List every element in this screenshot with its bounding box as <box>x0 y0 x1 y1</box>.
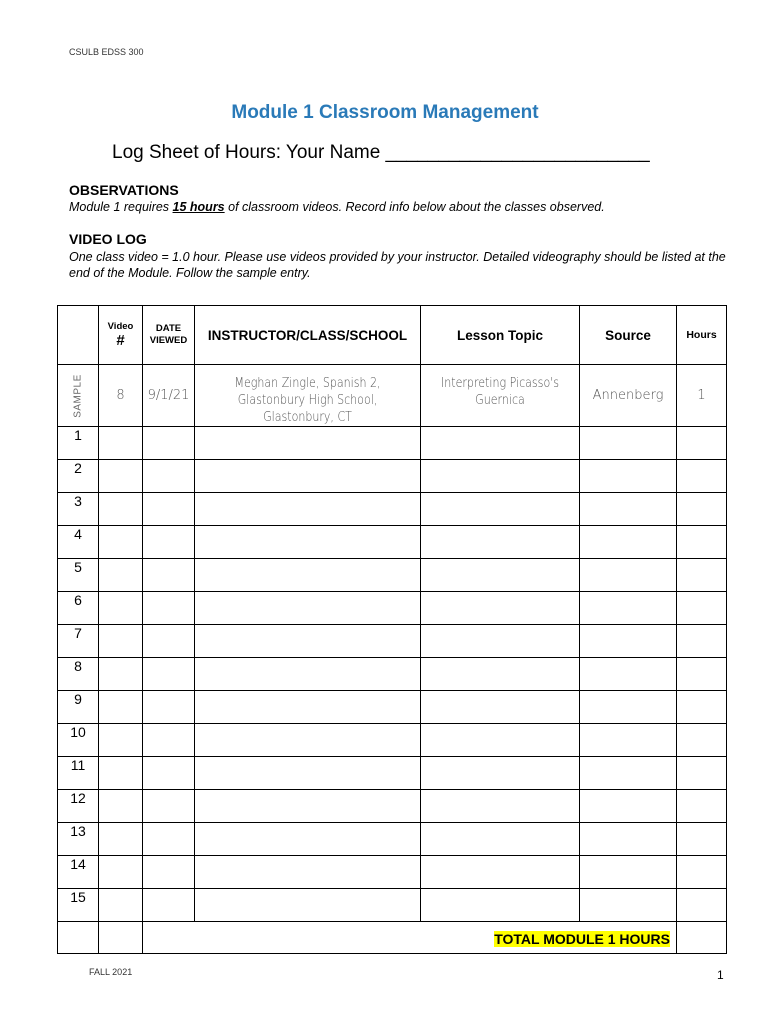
header-source: Source <box>580 306 677 365</box>
sample-label: SAMPLE <box>72 373 84 418</box>
entry-hours-cell[interactable] <box>677 823 727 856</box>
entry-video-cell[interactable] <box>99 691 143 724</box>
entry-source-cell[interactable] <box>580 823 677 856</box>
entry-date-cell[interactable] <box>143 625 195 658</box>
sample-instructor-value: Meghan Zingle, Spanish 2, Glastonbury High School, Glastonbury, CT <box>234 376 381 425</box>
entry-topic-cell[interactable] <box>421 691 580 724</box>
entry-source-cell[interactable] <box>580 559 677 592</box>
entry-instructor-cell[interactable] <box>195 658 421 691</box>
entry-date-cell[interactable] <box>143 559 195 592</box>
total-row <box>58 922 727 954</box>
table-header-row <box>58 306 727 365</box>
entry-topic-cell[interactable] <box>421 724 580 757</box>
table-row <box>58 757 727 790</box>
row-number: 8 <box>71 658 85 674</box>
table-row <box>58 856 727 889</box>
page-number: 1 <box>717 968 724 982</box>
row-number: 6 <box>71 592 85 608</box>
entry-instructor-cell[interactable] <box>195 724 421 757</box>
row-number: 7 <box>71 625 85 641</box>
entry-source-cell[interactable] <box>580 493 677 526</box>
row-number-cell <box>58 724 99 757</box>
table-row <box>58 790 727 823</box>
sample-instructor <box>195 365 421 427</box>
course-code: CSULB EDSS 300 <box>69 47 144 57</box>
total-blank-cell <box>58 922 99 954</box>
entry-hours-cell[interactable] <box>677 493 727 526</box>
entry-date-cell[interactable] <box>143 757 195 790</box>
header-lesson-topic: Lesson Topic <box>421 306 580 365</box>
entry-instructor-cell[interactable] <box>195 856 421 889</box>
table-row <box>58 658 727 691</box>
sample-source-value: Annenberg <box>592 388 664 403</box>
entry-hours-cell[interactable] <box>677 625 727 658</box>
entry-hours-cell[interactable] <box>677 790 727 823</box>
video-log-heading: VIDEO LOG <box>69 231 147 247</box>
entry-topic-cell[interactable] <box>421 460 580 493</box>
row-number-cell <box>58 658 99 691</box>
entry-topic-cell[interactable] <box>421 625 580 658</box>
entry-instructor-cell[interactable] <box>195 427 421 460</box>
table-row <box>58 592 727 625</box>
total-blank-cell <box>99 922 143 954</box>
observations-heading: OBSERVATIONS <box>69 182 179 198</box>
entry-date-cell[interactable] <box>143 526 195 559</box>
entry-date-cell[interactable] <box>143 691 195 724</box>
table-row <box>58 526 727 559</box>
entry-date-cell[interactable] <box>143 427 195 460</box>
entry-topic-cell[interactable] <box>421 889 580 922</box>
footer-term: FALL 2021 <box>89 967 133 977</box>
row-number-cell <box>58 460 99 493</box>
entry-video-cell[interactable] <box>99 427 143 460</box>
table-row <box>58 724 727 757</box>
entry-hours-cell[interactable] <box>677 724 727 757</box>
entry-video-cell[interactable] <box>99 823 143 856</box>
row-number-cell <box>58 625 99 658</box>
total-module-hours-label: TOTAL MODULE 1 HOURS <box>494 931 670 947</box>
row-number-cell <box>58 757 99 790</box>
entry-date-cell[interactable] <box>143 856 195 889</box>
entry-topic-cell[interactable] <box>421 790 580 823</box>
table-row <box>58 460 727 493</box>
entry-source-cell[interactable] <box>580 724 677 757</box>
entry-hours-cell[interactable] <box>677 757 727 790</box>
row-number: 14 <box>67 856 89 872</box>
table-row <box>58 559 727 592</box>
entry-topic-cell[interactable] <box>421 823 580 856</box>
entry-hours-cell[interactable] <box>677 526 727 559</box>
row-number: 10 <box>67 724 89 740</box>
row-number-cell <box>58 856 99 889</box>
entry-date-cell[interactable] <box>143 823 195 856</box>
header-date-viewed: DATE VIEWED <box>143 306 195 365</box>
entry-topic-cell[interactable] <box>421 592 580 625</box>
entry-instructor-cell[interactable] <box>195 790 421 823</box>
entry-instructor-cell[interactable] <box>195 823 421 856</box>
row-number-cell <box>58 526 99 559</box>
row-number-cell <box>58 559 99 592</box>
entry-video-cell[interactable] <box>99 856 143 889</box>
sample-topic-value: Interpreting Picasso's Guernica <box>440 376 560 408</box>
row-number: 2 <box>71 460 85 476</box>
sample-video-value: 8 <box>116 388 125 403</box>
entry-source-cell[interactable] <box>580 889 677 922</box>
entry-topic-cell[interactable] <box>421 427 580 460</box>
header-hours: Hours <box>677 306 727 365</box>
header-number-sign: # <box>116 332 125 349</box>
entry-video-cell[interactable] <box>99 889 143 922</box>
entry-source-cell[interactable] <box>580 757 677 790</box>
table-row <box>58 625 727 658</box>
observations-text <box>69 200 605 214</box>
row-number-cell <box>58 790 99 823</box>
row-number-cell <box>58 691 99 724</box>
entry-hours-cell[interactable] <box>677 592 727 625</box>
table-row <box>58 823 727 856</box>
entry-source-cell[interactable] <box>580 427 677 460</box>
sample-hours <box>677 365 727 427</box>
entry-video-cell[interactable] <box>99 493 143 526</box>
table-row <box>58 493 727 526</box>
entry-hours-cell[interactable] <box>677 559 727 592</box>
observations-text-after: of classroom videos. Record info below about the classes observed. <box>224 200 605 214</box>
entry-date-cell[interactable] <box>143 889 195 922</box>
row-number-cell <box>58 823 99 856</box>
total-hours-input[interactable] <box>677 922 727 954</box>
entry-topic-cell[interactable] <box>421 757 580 790</box>
observations-text-before: Module 1 requires <box>69 200 173 214</box>
entry-topic-cell[interactable] <box>421 658 580 691</box>
table-row <box>58 427 727 460</box>
entry-video-cell[interactable] <box>99 790 143 823</box>
entry-video-cell[interactable] <box>99 460 143 493</box>
entry-source-cell[interactable] <box>580 625 677 658</box>
entry-source-cell[interactable] <box>580 856 677 889</box>
video-log-instructions: One class video = 1.0 hour. Please use videos provided by your instructor. Detailed videography should be listed at the end of the Module. Follow the sample entry. <box>69 250 726 280</box>
entry-instructor-cell[interactable] <box>195 526 421 559</box>
row-number-cell <box>58 889 99 922</box>
sample-hours-value: 1 <box>697 388 706 403</box>
row-number: 11 <box>68 757 89 773</box>
entry-instructor-cell[interactable] <box>195 592 421 625</box>
header-blank-cell <box>58 306 99 365</box>
page-title: Module 1 Classroom Management <box>231 102 539 123</box>
header-instructor: INSTRUCTOR/CLASS/SCHOOL <box>195 306 421 365</box>
row-number: 15 <box>67 889 89 905</box>
entry-hours-cell[interactable] <box>677 691 727 724</box>
sample-date-value: 9/1/21 <box>147 388 190 403</box>
entry-topic-cell[interactable] <box>421 559 580 592</box>
entry-date-cell[interactable] <box>143 724 195 757</box>
row-number: 3 <box>71 493 85 509</box>
sample-video <box>99 365 143 427</box>
entry-source-cell[interactable] <box>580 592 677 625</box>
table-row <box>58 889 727 922</box>
entry-source-cell[interactable] <box>580 460 677 493</box>
entry-instructor-cell[interactable] <box>195 625 421 658</box>
video-log-table <box>57 305 727 954</box>
row-number: 12 <box>67 790 89 806</box>
entry-hours-cell[interactable] <box>677 427 727 460</box>
sample-source <box>580 365 677 427</box>
observations-hours-emphasis: 15 hours <box>172 200 225 214</box>
row-number-cell <box>58 592 99 625</box>
row-number: 5 <box>71 559 85 575</box>
entry-topic-cell[interactable] <box>421 526 580 559</box>
entry-video-cell[interactable] <box>99 757 143 790</box>
entry-source-cell[interactable] <box>580 526 677 559</box>
sample-date <box>143 365 195 427</box>
entry-video-cell[interactable] <box>99 526 143 559</box>
entry-date-cell[interactable] <box>143 493 195 526</box>
entry-hours-cell[interactable] <box>677 889 727 922</box>
entry-hours-cell[interactable] <box>677 460 727 493</box>
table-row <box>58 691 727 724</box>
entry-date-cell[interactable] <box>143 592 195 625</box>
entry-date-cell[interactable] <box>143 460 195 493</box>
entry-instructor-cell[interactable] <box>195 493 421 526</box>
entry-video-cell[interactable] <box>99 625 143 658</box>
entry-video-cell[interactable] <box>99 724 143 757</box>
row-number: 9 <box>71 691 85 707</box>
header-video-label: Video <box>107 321 134 332</box>
entry-source-cell[interactable] <box>580 790 677 823</box>
entry-hours-cell[interactable] <box>677 856 727 889</box>
total-label-cell <box>143 922 677 954</box>
sample-row <box>58 365 727 427</box>
entry-video-cell[interactable] <box>99 592 143 625</box>
entry-date-cell[interactable] <box>143 790 195 823</box>
entry-instructor-cell[interactable] <box>195 889 421 922</box>
entry-source-cell[interactable] <box>580 691 677 724</box>
entry-topic-cell[interactable] <box>421 856 580 889</box>
entry-video-cell[interactable] <box>99 658 143 691</box>
entry-instructor-cell[interactable] <box>195 691 421 724</box>
sample-label-cell <box>58 365 99 427</box>
entry-instructor-cell[interactable] <box>195 559 421 592</box>
sample-topic <box>421 365 580 427</box>
entry-instructor-cell[interactable] <box>195 757 421 790</box>
header-video-number <box>99 306 143 365</box>
row-number: 4 <box>71 526 85 542</box>
row-number: 1 <box>71 427 85 443</box>
entry-instructor-cell[interactable] <box>195 460 421 493</box>
row-number: 13 <box>67 823 89 839</box>
entry-date-cell[interactable] <box>143 658 195 691</box>
row-number-cell <box>58 493 99 526</box>
entry-source-cell[interactable] <box>580 658 677 691</box>
row-number-cell <box>58 427 99 460</box>
entry-hours-cell[interactable] <box>677 658 727 691</box>
log-sheet-name-line: Log Sheet of Hours: Your Name _________________________ <box>112 142 650 163</box>
entry-topic-cell[interactable] <box>421 493 580 526</box>
entry-video-cell[interactable] <box>99 559 143 592</box>
